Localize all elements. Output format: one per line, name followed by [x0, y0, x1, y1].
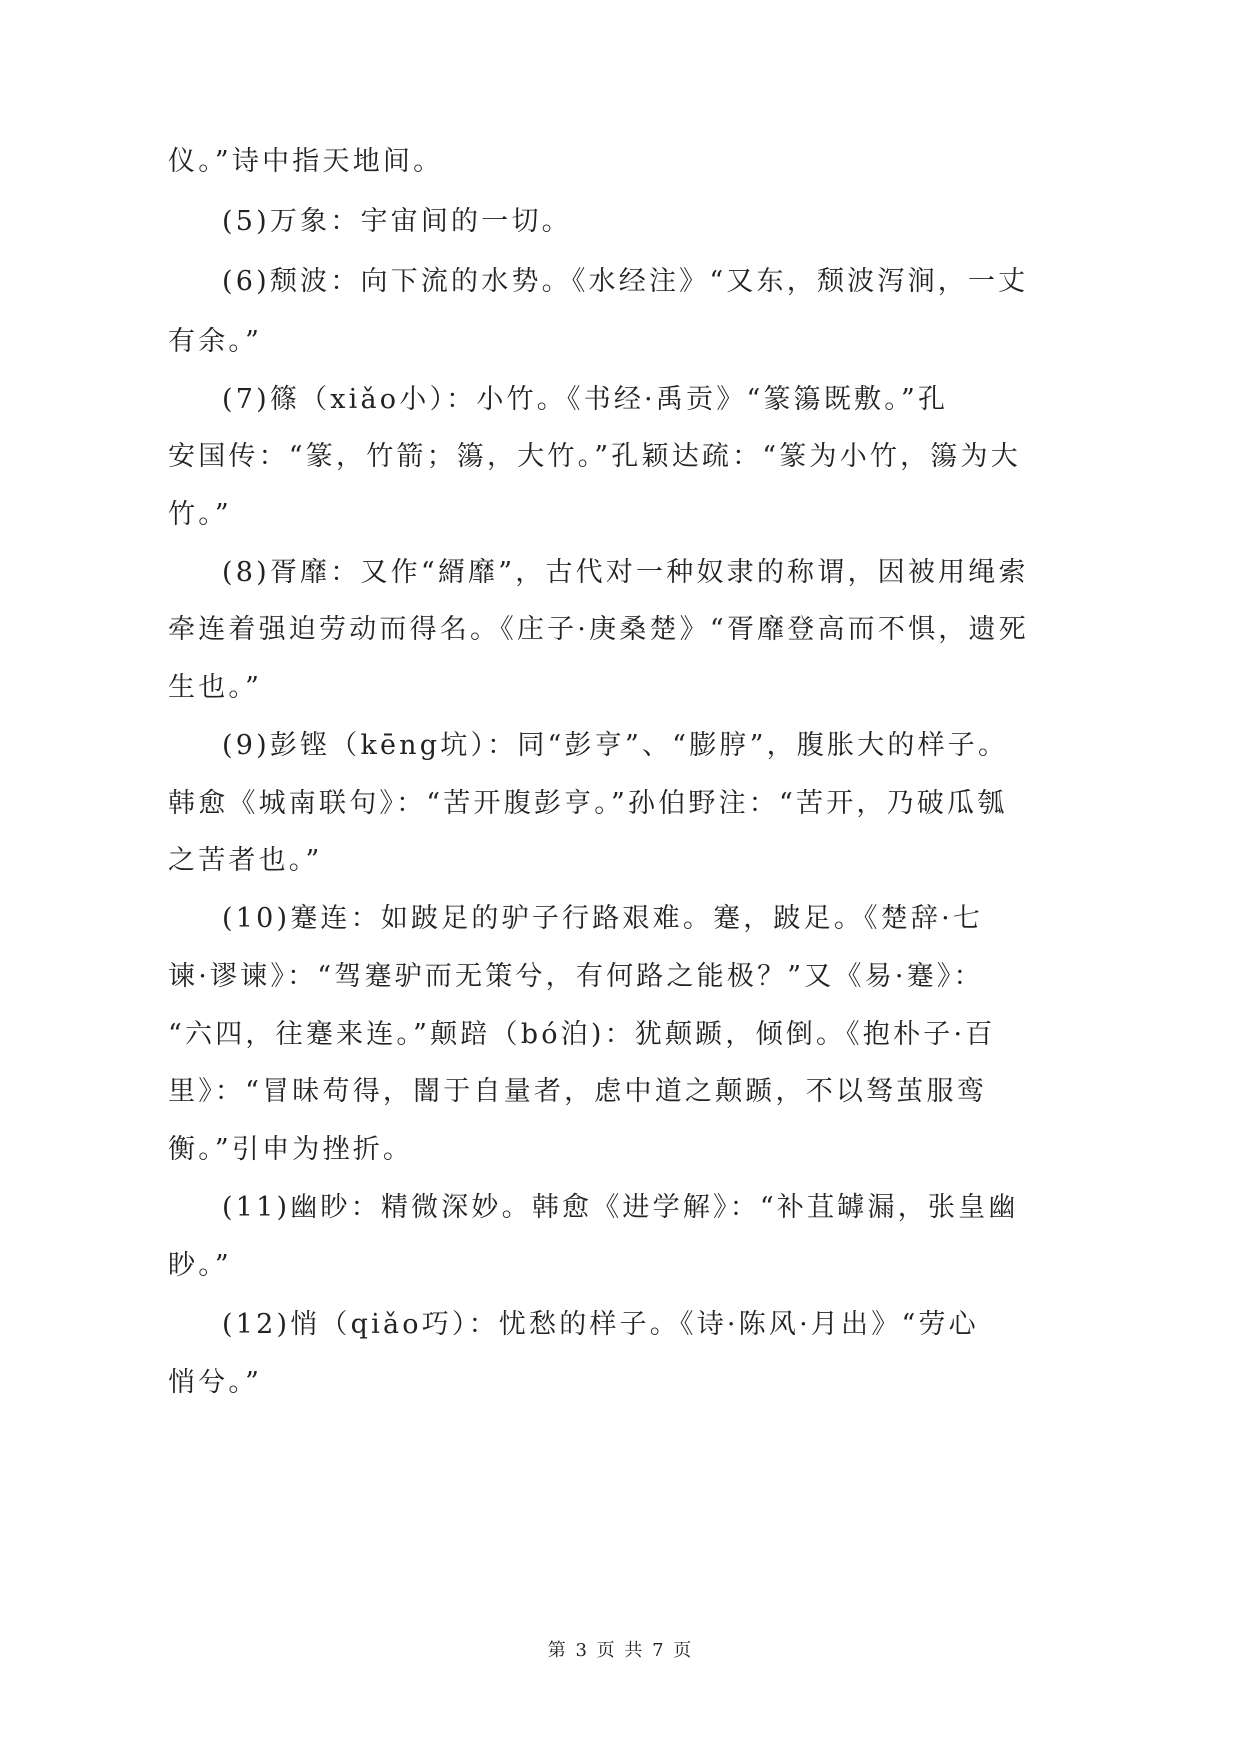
text-line: (6)颓波：向下流的水势。《水经注》“又东，颓波泻涧，一丈 [222, 266, 1029, 297]
text-line: “六四，往蹇来连。”颠踣（bó泊)：犹颠踬，倾倒。《抱朴子·百 [168, 1019, 996, 1050]
page-footer: 第 3 页 共 7 页 [547, 1640, 694, 1661]
text-line: 谏·谬谏》：“驾蹇驴而无策兮，有何路之能极？”又《易·蹇》： [168, 961, 984, 992]
text-line: (8)胥靡：又作“縃靡”，古代对一种奴隶的称谓，因被用绳索 [222, 557, 1029, 588]
text-line: 仪。”诗中指天地间。 [168, 146, 444, 177]
text-line: (11)幽眇：精微深妙。韩愈《进学解》：“补苴罅漏，张皇幽 [222, 1192, 1019, 1223]
text-line: 牵连着强迫劳动而得名。《庄子·庚桑楚》“胥靡登高而不惧，遗死 [168, 614, 1029, 645]
text-line: (12)悄（qiǎo巧）：忧愁的样子。《诗·陈风·月出》“劳心 [222, 1309, 979, 1340]
text-line: (7)篠（xiǎo小）：小竹。《书经·禹贡》“篆簜既敷。”孔 [222, 384, 949, 415]
text-line: 之苦者也。” [168, 845, 323, 876]
text-line: (5)万象：宇宙间的一切。 [222, 206, 572, 237]
text-line: 眇。” [168, 1250, 232, 1281]
text-line: 生也。” [168, 672, 263, 703]
text-line: (10)蹇连：如跛足的驴子行路艰难。蹇，跛足。《楚辞·七 [222, 903, 984, 934]
text-line: 衡。”引申为挫折。 [168, 1134, 414, 1165]
text-line: 有余。” [168, 326, 263, 357]
text-line: (9)彭铿（kēng坑）：同“彭亨”、“膨脝”，腹胀大的样子。 [222, 730, 1009, 761]
text-line: 悄兮。” [168, 1367, 263, 1398]
text-line: 里》：“冒昧苟得，闇于自量者，虑中道之颠踬，不以驽茧服鸾 [168, 1076, 987, 1107]
text-line: 竹。” [168, 499, 232, 530]
text-line: 韩愈《城南联句》：“苦开腹彭亨。”孙伯野注：“苦开，乃破瓜瓠 [168, 788, 1008, 819]
text-line: 安国传：“篆，竹箭；簜，大竹。”孔颖达疏：“篆为小竹，簜为大 [168, 441, 1021, 472]
